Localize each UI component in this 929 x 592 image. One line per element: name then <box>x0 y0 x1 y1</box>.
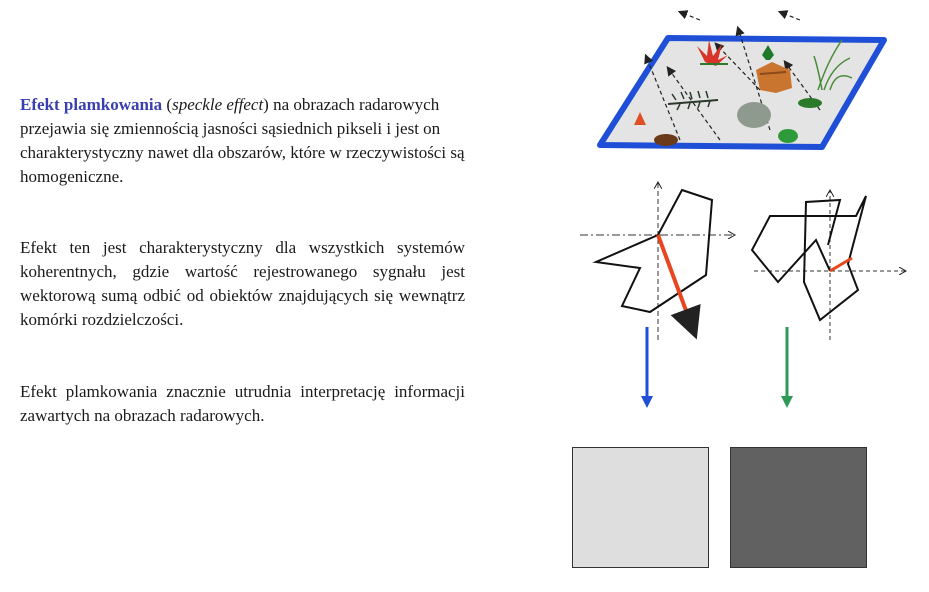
terrain-patch <box>600 12 884 147</box>
arrow-down-icon <box>781 396 793 408</box>
resultant-vector-long <box>658 235 694 332</box>
paragraph-coherent-systems: Efekt ten jest charakterystyczny dla wszystkich systemów koherentnych, gdzie wartość rejestrowanego sygnału jest wektorową sumą odbić od obiektów znajdujących się wewnątrz komórki rozdzielczości. <box>20 238 465 329</box>
phasor-diagram-dark <box>752 190 906 340</box>
term-english: speckle effect <box>172 95 264 114</box>
phasor-chain <box>596 190 712 312</box>
resolution-cell-frame <box>600 38 884 147</box>
paragraph-interpretation: Efekt plamkowania znacznie utrudnia interpretację informacji zawartych na obrazach radarowych. <box>20 382 465 425</box>
paren-open: ( <box>162 95 173 114</box>
phasor-chain <box>752 196 866 320</box>
p1-rest: ) na obrazach radarowych przejawia się zmiennością jasności sąsiednich pikseli i jest on charakterystyczny nawet dla obszarów, które w rzeczywistości są homogeniczne. <box>20 95 465 186</box>
phasor-diagram-bright <box>580 182 735 340</box>
dark-pixel <box>730 447 867 568</box>
bright-pixel <box>572 447 709 568</box>
term-speckle: Efekt plamkowania <box>20 95 163 114</box>
arrow-down-icon <box>641 396 653 408</box>
